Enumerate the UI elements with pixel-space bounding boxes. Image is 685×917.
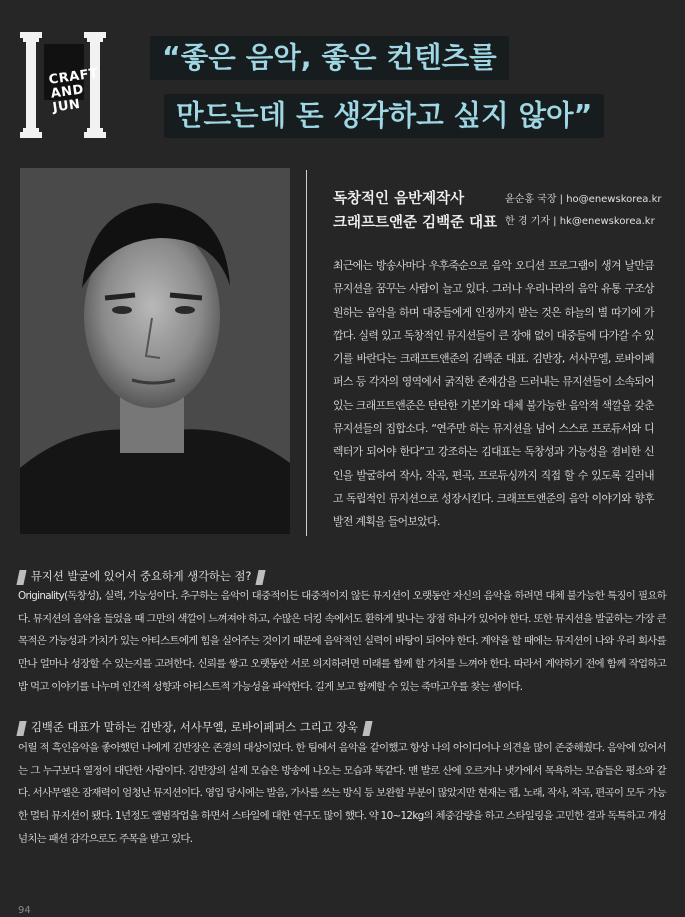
page-footer [18,905,31,916]
answer-paragraph: 어릴 적 흑인음악을 좋아했던 나에게 김반장은 존경의 대상이었다. 한 팀에서 음악을 같이했고 항상 나의 아이디어나 의견을 많이 존중해줬다. 음악에 있어서는 그 누구보다 열정이 대단한 사람이다. 김반장의 실제 모습은 방송에 나오는 모습과 똑같다. 맨 발로 산에 오르거나 냇가에서 목욕하는 모습들은 평소와 같다. 서사무엘은 잠재력이 엄청난 뮤지션이다. 영입 당시에는 발음, 가사를 쓰는 방식 등 보완할 부분이 많았지만 현재는 랩, 노래, 작사, 작곡, 편곡이 모두 가능한 멀티 뮤지션이 됐다. 1년정도 앨범작업을 하면서 스타일에 대한 연구도 많이 했다. 약 10~12kg의 체중감량을 하고 스타일링을 고민한 결과 독특하고 개성 넘치는 패션 감각으로도 주목을 받고 있다. [18,742,666,845]
question-heading [18,568,264,586]
bar-icon [16,721,26,736]
column-divider [306,170,307,536]
bar-icon [362,721,372,736]
question-text: 뮤지션 발굴에 있어서 중요하게 생각하는 점? [31,570,252,583]
bar-icon [16,570,26,585]
answer-paragraph: Originality(독창성), 실력, 가능성이다. 추구하는 음악이 대중적이든 대중적이지 않든 뮤지션이 오랫동안 자신의 음악을 하려면 대체 불가능한 특징이 필요하다. 뮤지션의 음악을 들었을 때 그만의 색깔이 느껴져야 하고, 수많은 더킹 속에서도 환하게 빛나는 장점 하나가 있어야 한다. 또한 뮤지션을 발굴하는 가장 큰 목적은 가능성과 가치가 있는 아티스트에게 힘을 실어주는 것이기 때문에 음악적인 실력이 바탕이 되어야 한다. 계약을 할 때에는 뮤지션이 나와 우리 회사를 만나 얼마나 성장할 수 있는지를 고려한다. 신뢰를 쌓고 오랫동안 서로 의지하려면 미래를 함께 할 가치를 느껴야 한다. 따라서 계약하기 전에 함께 작업하고 밥 먹고 이야기를 나누며 인간적 성향과 아티스트적 가능성을 파악한다. 길게 보고 함께할 수 있는 죽마고우를 찾는 셈이다. [18,590,666,693]
headline [150,36,670,138]
logo-line-1: CRAFT [47,66,100,88]
article-title [333,187,497,235]
logo-line-2: AND [49,82,85,102]
question-heading [18,719,371,737]
portrait-illustration [20,168,290,534]
bylines [505,189,662,233]
bar-icon [256,570,266,585]
headline-line-2: 만드는데 돈 생각하고 싶지 않아” [164,94,604,138]
article-title-line-2: 크래프트앤준 김백준 대표 [333,215,498,231]
headline-line-1: “좋은 음악, 좋은 컨텐츠를 [150,36,509,80]
logo-line-3: JUN [51,96,82,116]
article-title-line-1: 독창적인 음반제작사 [333,191,465,207]
question-text: 김백준 대표가 말하는 김반장, 서사무엘, 로바이페퍼스 그리고 장욱 [31,721,358,734]
intro-paragraph: 최근에는 방송사마다 우후죽순으로 음악 오디션 프로그램이 생겨 날만큼 뮤지션을 꿈꾸는 사람이 늘고 있다. 그러나 우리나라의 음악 유통 구조상 원하는 음악을 하며 대중들에게 인정까지 받는 것은 하늘의 별 따기에 가깝다. 실력 있고 독창적인 뮤지션들이 큰 장애 없이 대중들에 다가갈 수 있기를 바란다는 크래프트앤준의 김백준 대표. 김반장, 서사무엘, 로바이페퍼스 등 각자의 영역에서 굵직한 존재감을 드러내는 뮤지션들이 소속되어 있는 크래프트앤준은 탄탄한 기본기와 대체 불가능한 음악적 색깔을 갖춘 뮤지션들의 집합소다. “연주만 하는 뮤지션을 넘어 스스로 프로듀서와 디렉터가 되어야 한다”고 강조하는 김대표는 독창성과 가능성을 겸비한 신인을 발굴하여 작사, 작곡, 편곡, 프로듀싱까지 직접 할 수 있도록 길러내고 독립적인 뮤지션으로 성장시킨다. 크래프트앤준의 음악 이야기와 향후 발전 계획을 들어보았다. [333,259,654,529]
page-number: 94 [18,905,31,916]
byline-reporter: 한 경 기자 | hk@enewskorea.kr [505,216,655,227]
craft-and-jun-logo [18,30,110,142]
portrait-photo [20,168,290,534]
byline-editor: 윤순홍 국장 | ho@enewskorea.kr [505,194,662,205]
